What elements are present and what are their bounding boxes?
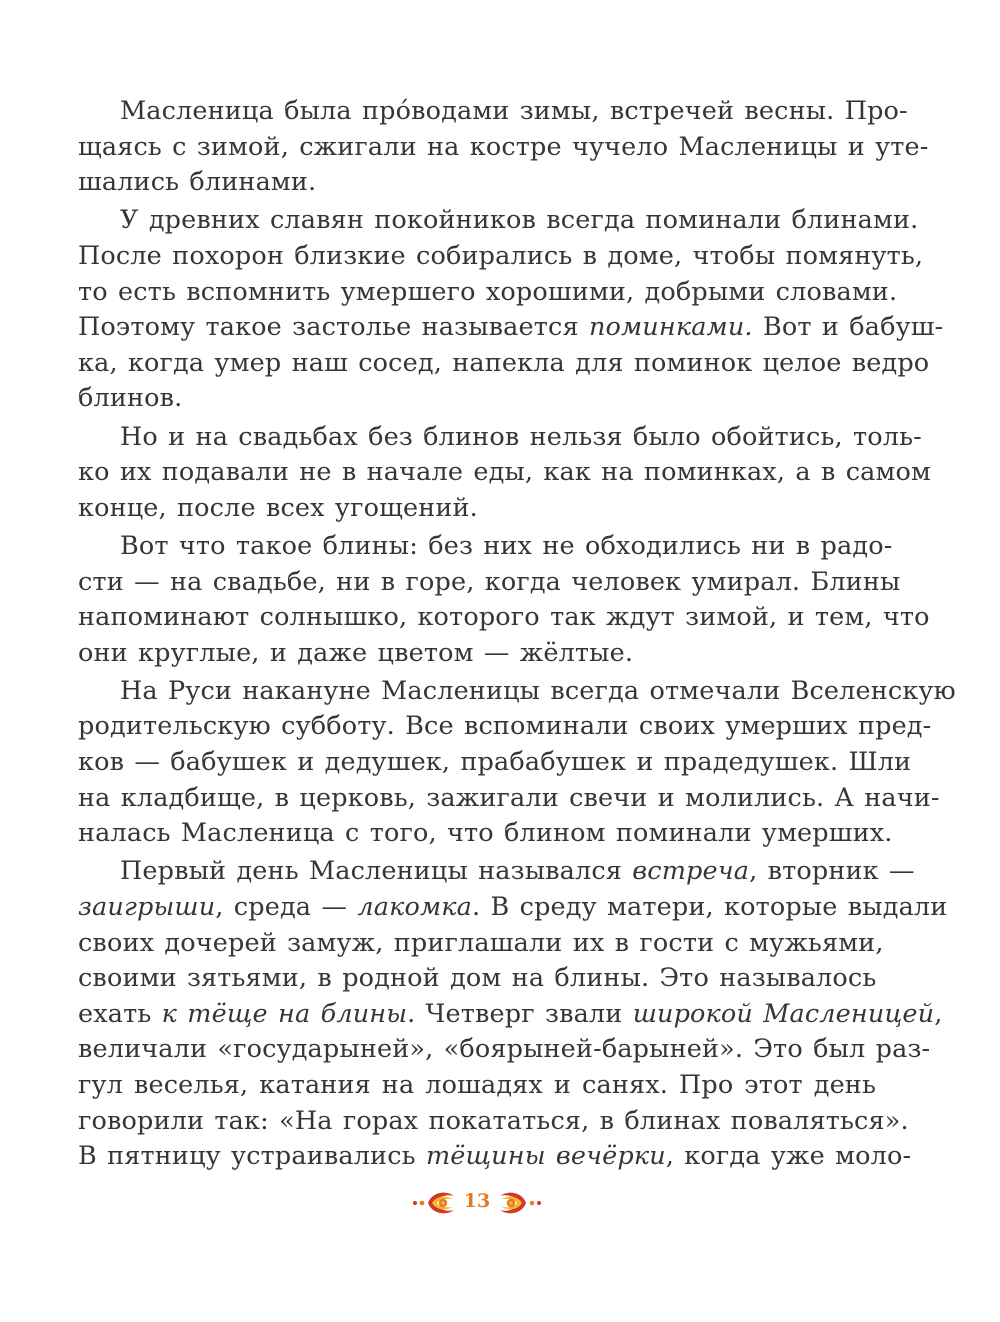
text-segment: родительскую субботу. Все вспоминали своих умерших пред- <box>78 711 932 742</box>
text-segment: Вот и бабуш- <box>752 312 944 343</box>
text-line <box>78 709 932 745</box>
italic-term: лакомка <box>357 892 472 923</box>
text-line <box>78 781 940 817</box>
italic-term: заигрыши <box>78 892 216 923</box>
right-ornament <box>500 1193 541 1214</box>
text-line <box>78 890 948 926</box>
body-text <box>78 94 956 1175</box>
paragraph <box>78 674 956 852</box>
text-segment: на кладбище, в церковь, зажигали свечи и молились. А начи- <box>78 782 940 813</box>
text-line <box>78 491 876 527</box>
text-line <box>78 745 912 781</box>
text-line <box>78 203 919 239</box>
text-segment: , когда уже моло- <box>665 1141 912 1172</box>
text-segment: Но и на свадьбах без блинов нельзя было обойтись, толь- <box>120 421 922 452</box>
text-segment: то есть вспомнить умершего хорошими, добрыми словами. <box>78 276 898 307</box>
text-segment: сти — на свадьбе, ни в горе, когда человек умирал. Блины <box>78 566 901 597</box>
text-line <box>78 961 876 997</box>
text-segment: ко их подавали не в начале еды, как на поминках, а в самом <box>78 457 931 488</box>
text-segment: Масленица была про́водами зимы, встречей весны. Про- <box>120 96 908 126</box>
text-line <box>78 346 930 382</box>
text-segment: ков — бабушек и дедушек, прабабушек и прадедушек. Шли <box>78 747 912 778</box>
text-segment: блинов. <box>78 383 183 414</box>
text-segment: напоминают солнышко, которого так ждут зимой, и тем, что <box>78 602 930 633</box>
text-segment: ка, когда умер наш сосед, напекла для поминок целое ведро <box>78 347 930 378</box>
text-segment: Первый день Масленицы назывался <box>120 856 633 887</box>
text-segment: В пятницу устраивались <box>78 1141 426 1172</box>
text-line <box>78 1068 876 1104</box>
text-segment: говорили так: «На горах покататься, в блинах поваляться». <box>78 1105 909 1136</box>
text-segment: конце, после всех угощений. <box>78 492 478 523</box>
paragraph <box>78 420 931 527</box>
text-segment: . Четверг звали <box>407 998 633 1029</box>
italic-term: встреча <box>632 856 750 887</box>
text-line <box>78 420 922 456</box>
italic-term: к тёще на блины <box>161 998 408 1029</box>
italic-term: поминками. <box>588 312 753 343</box>
text-segment: щаясь с зимой, сжигали на костре чучело Масленицы и уте- <box>78 131 929 162</box>
text-line <box>78 381 876 417</box>
text-segment: . В среду матери, которые выдали <box>471 892 948 923</box>
text-segment: своими зятьями, в родной дом на блины. Это называлось <box>78 963 877 994</box>
paragraph <box>78 529 930 671</box>
italic-term: тёщины вечёрки <box>425 1141 666 1172</box>
text-line <box>78 275 898 311</box>
paragraph <box>78 203 944 417</box>
text-line <box>78 455 931 491</box>
text-line <box>78 310 944 346</box>
page-footer <box>412 1184 542 1222</box>
left-ornament <box>413 1193 454 1214</box>
text-segment: шались блинами. <box>78 167 317 198</box>
text-segment: , среда — <box>215 892 358 923</box>
paragraph <box>78 94 929 201</box>
text-segment: своих дочерей замуж, приглашали их в гости с мужьями, <box>78 927 884 958</box>
text-line <box>78 600 930 636</box>
text-line <box>78 239 924 275</box>
text-line <box>78 674 956 710</box>
text-segment: величали «государыней», «боярыней-барыней». Это был раз- <box>78 1034 931 1065</box>
text-line <box>78 926 884 962</box>
text-line <box>78 997 943 1033</box>
text-segment: ехать <box>78 998 162 1029</box>
text-line <box>78 529 893 565</box>
text-segment: После похорон близкие собирались в доме, чтобы помянуть, <box>78 240 924 271</box>
text-line <box>78 1139 912 1175</box>
text-segment: гул веселья, катания на лошадях и санях. Про этот день <box>78 1070 876 1100</box>
text-segment: У древних славян покойников всегда поминали блинами. <box>120 205 919 236</box>
text-segment: они круглые, и даже цветом — жёлтые. <box>78 637 634 668</box>
text-segment: Поэтому такое застолье называется <box>78 312 589 343</box>
text-segment: Вот что такое блины: без них не обходились ни в радо- <box>120 530 893 561</box>
text-line <box>78 636 876 672</box>
text-line <box>78 1032 931 1068</box>
text-line <box>78 94 908 130</box>
paragraph <box>78 854 948 1174</box>
text-line <box>78 1104 909 1140</box>
text-segment: , вторник — <box>749 856 915 887</box>
text-segment: На Руси накануне Масленицы всегда отмечали Вселенскую <box>120 675 956 706</box>
text-line <box>78 565 901 601</box>
text-line <box>78 130 929 166</box>
page-number: 13 <box>463 1190 491 1212</box>
text-line <box>78 854 915 890</box>
italic-term: широкой Масленицей <box>632 998 935 1029</box>
text-segment: налась Масленица с того, что блином поминали умерших. <box>78 818 893 849</box>
text-line <box>78 165 876 201</box>
text-line <box>78 816 893 852</box>
text-segment: , <box>934 998 943 1029</box>
